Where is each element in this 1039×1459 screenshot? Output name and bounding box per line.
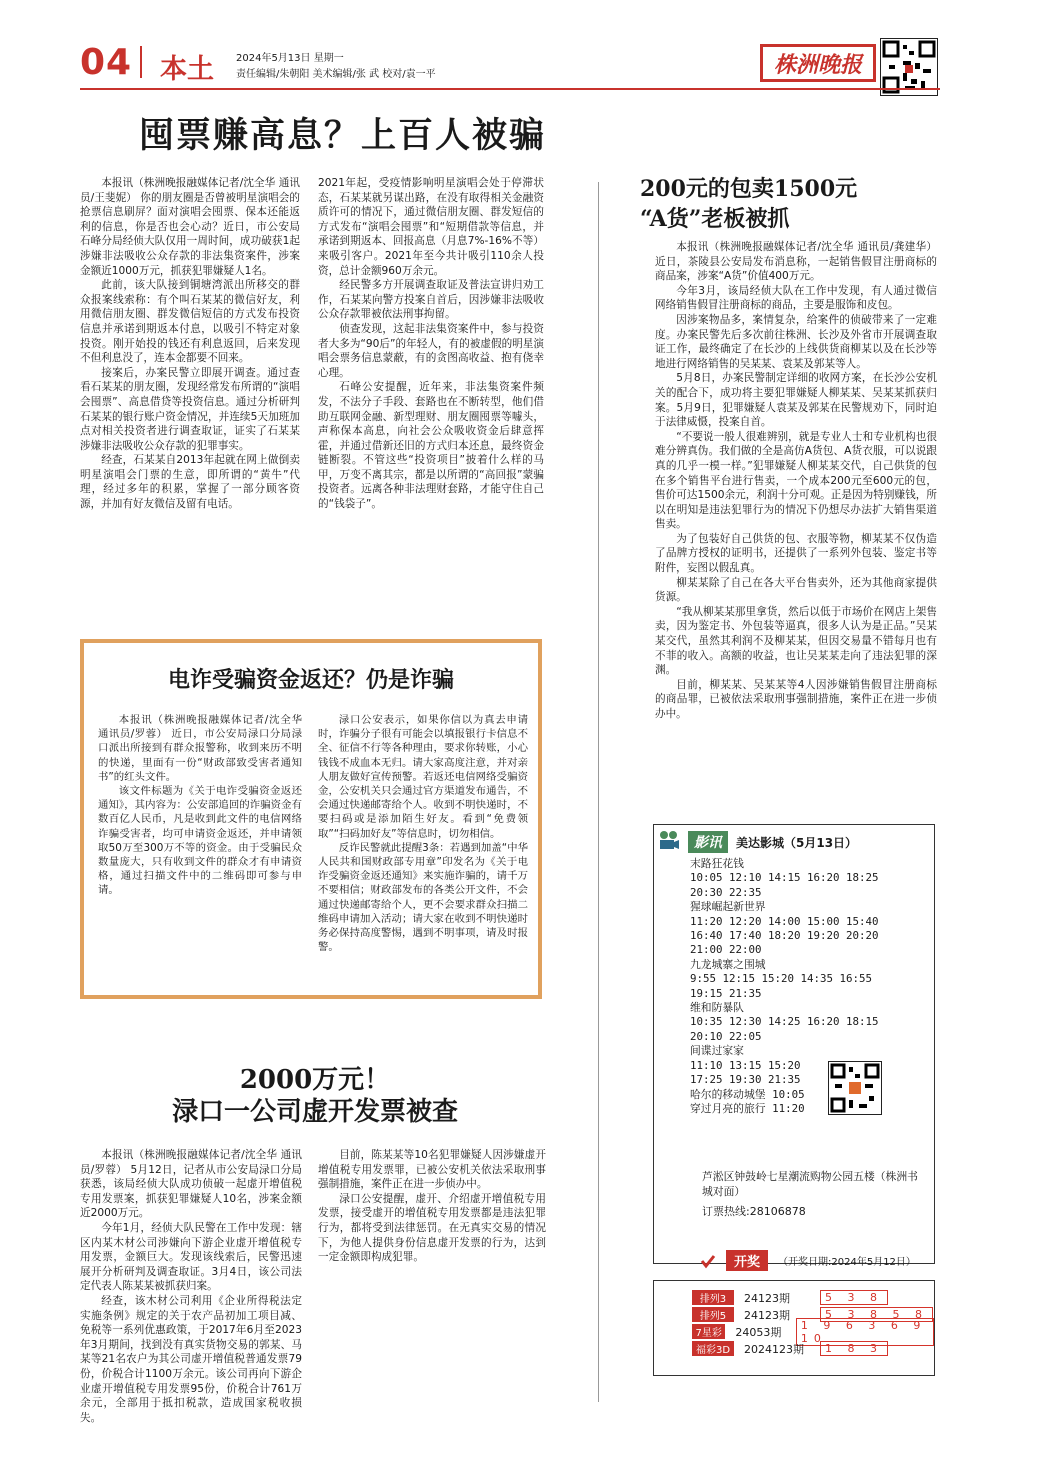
article4-headline <box>80 1064 550 1128</box>
article2-headline <box>640 174 940 234</box>
headline-line: 2000万元！ <box>239 1065 391 1095</box>
paragraph: 2021年起，受疫情影响明星演唱会处于停滞状态，石某某就另谋出路，在没有取得相关金融资质许可的情况下，通过微信朋友圈、群发短信的方式发布“演唱会囤票”和“短期借款等信息，并承诺到期返本、回报高息（月息7%-16%不等）来吸引客户。2021年至今共计吸引110余人投资，总计金额960万余元。 <box>318 177 544 277</box>
showtime-row: 11:10 13:15 15:20 <box>690 1058 801 1072</box>
paragraph: 今年1月，经侦大队民警在工作中发现：辖区内某木材公司涉嫌向下游企业虚开增值税专用发票，金额巨大。发现该线索后，民警迅速展开分析研判及调查取证。3月4日，该公司法定代表人陈某某被抓获归案。 <box>80 1221 302 1293</box>
paragraph: 本报讯（株洲晚报融媒体记者/沈全华 通讯员/龚建华） 近日，茶陵县公安局发布消息称，一起销售假冒注册商标的商品案，涉案“A货”价值400万元。 <box>655 241 937 283</box>
editor-credits: 责任编辑/朱朝阳 美术编辑/张 武 校对/袁一平 <box>236 69 436 80</box>
paragraph: 柳某某除了自己在各大平台售卖外，还为其他商家提供货源。 <box>655 576 937 604</box>
lottery-issue: 24053期 <box>735 1325 782 1339</box>
paragraph: 侦查发现，这起非法集资案件中，参与投资者大多为“90后”的年轻人，有的被虚假的明星演唱会票务信息蒙蔽，有的贪图高收益、抱有侥幸心理。 <box>318 322 544 379</box>
showtime-row: 10:35 12:30 14:25 16:20 18:15 <box>690 1015 879 1029</box>
showtime-row: 20:10 22:05 <box>690 1029 762 1043</box>
article1-col2 <box>318 176 544 588</box>
paragraph: 经民警多方开展调查取证及普法宣讲归劝工作，石某某向警方投案自首后，因涉嫌非法吸收公众存款罪被依法刑事拘留。 <box>318 279 544 321</box>
cinema-phone: 订票热线:28106878 <box>702 1205 806 1218</box>
paragraph: “我从柳某某那里拿货，然后以低于市场价在网店上架售卖，因为鉴定书、外包装等逼真，很多人认为是正品。”吴某某交代，虽然其利润不及柳某某，但因交易量不错每月也有不菲的收入。高额的收益，也让吴某某走向了违法犯罪的深渊。 <box>655 605 937 677</box>
cinema-title: 美达影城（5月13日） <box>736 835 858 850</box>
showtime-row: 9:55 12:15 15:20 14:35 16:55 <box>690 972 873 986</box>
paragraph: 接案后，办案民警立即展开调查。通过查看石某某的朋友圈，发现经常发布所谓的“演唱会囤票”、高息借贷等投资信息。通过分析研判石某某的银行账户资金情况，并连续5天加班加点对相关投资者进行调查取证，证实了石某某涉嫌非法吸收公众存款的犯罪事实。 <box>80 366 300 452</box>
movie-title: 末路狂花钱 <box>690 857 744 870</box>
article2-body <box>655 240 937 802</box>
paragraph: 反诈民警就此提醒3条：若遇到加盖“中华人民共和国财政部专用章”印发名为《关于电诈受骗资金返还通知》来实施诈骗的，请千万不要相信；财政部发布的各类公开文件，不会通过快递邮寄给个人，更不会要求群众扫描二维码申请加入活动；请大家在收到不明快递时务必保持高度警惕，遇到不明事项，请及时报警。 <box>318 841 528 954</box>
paragraph: “不要说一般人很难辨别，就是专业人士和专业机构也很难分辨真伪。我们做的全是高仿A货包、A货衣服，可以说跟真的几乎一模一样。”犯罪嫌疑人柳某某交代，自己供货的包在多个销售平台进行售卖，一个成本200元至600元的包，售价可达1500余元，利润十分可观。正是因为特别赚钱，所以在明知是违法犯罪行为的情况下仍想尽办法扩大销售渠道售卖。 <box>655 430 937 531</box>
lottery-date: （开奖日期:2024年5月12日） <box>778 1257 916 1268</box>
article4-col1 <box>80 1148 302 1424</box>
paragraph: 为了包装好自己供货的包、衣服等物，柳某某不仅伪造了品牌方授权的证明书，还提供了一系列外包装、鉴定书等附件，妄图以假乱真。 <box>655 532 937 575</box>
headline-line: 渌口一公司虚开发票被查 <box>171 1097 458 1127</box>
paragraph: 经查，石某某自2013年起就在网上做倒卖明星演唱会门票的生意，即所谓的“黄牛”代理，经过多年的积累，掌握了一部分顾客资源，并加有好友微信及留有电话。 <box>80 454 300 511</box>
main-headline: 囤票赚高息？上百人被骗 <box>138 116 546 156</box>
header-divider <box>140 46 142 78</box>
section-name: 本土 <box>160 54 214 85</box>
showtime-row: 16:40 17:40 18:20 19:20 20:20 <box>690 929 879 943</box>
showtimes <box>690 857 930 1116</box>
paragraph: 目前，柳某某、吴某某等4人因涉嫌销售假冒注册商标的商品罪，已被依法采取刑事强制措施，案件正在进一步侦办中。 <box>655 678 937 720</box>
movie-title: 猩球崛起新世界 <box>690 900 766 914</box>
lottery-issue: 24123期 <box>744 1308 790 1322</box>
paragraph: 该文件标题为《关于电诈受骗资金返还通知》，其内容为：公安部追回的诈骗资金有数百亿人民币，凡是收到此文件的电信网络诈骗受害者，均可申请资金返还，并申请领取50万至300万不等的资金。由于受骗民众数量庞大，只有收到文件的群众才有申请资格，通过扫描文件中的二维码即可参与申请。 <box>98 785 302 897</box>
lottery-name: 福彩3D <box>692 1341 734 1356</box>
showtime: 11:20 <box>772 1101 805 1115</box>
paragraph: 本报讯（株洲晚报融媒体记者/沈全华 通讯员/罗蓉） 近日，市公安局渌口分局渌口派出所接到有群众报警称，收到来历不明的快递，里面有一份“财政部致受害者通知书”的红头文件。 <box>98 714 302 783</box>
movie-title: 间谍过家家 <box>690 1044 744 1058</box>
movie-title: 哈尔的移动城堡 <box>690 1087 766 1101</box>
article3-headline: 电诈受骗资金返还？仍是诈骗 <box>167 667 454 693</box>
showtime-row: 21:00 22:00 <box>690 943 762 957</box>
showtime-row: 17:25 19:30 21:35 <box>690 1073 801 1087</box>
showtime-row: 19:15 21:35 <box>690 986 762 1000</box>
headline-line: “A货”老板被抓 <box>640 206 790 232</box>
checkmark-icon <box>700 1253 716 1269</box>
lottery-numbers: 1 9 6 3 6 9 10 <box>796 1318 934 1346</box>
article3-col1 <box>98 713 302 985</box>
paragraph: 经查，该木材公司利用《企业所得税法定实施条例》规定的关于农产品初加工项目减、免税等一系列优惠政策，于2017年6月至2023年3月期间，找到没有真实货物交易的郭某、马某等21名农户为其公司虚开增值税普通发票79份，价税合计1100万余元。该公司再向下游企业虚开增值税专用发票95份，价税合计761万余元，全部用于抵扣税款，造成国家税收损失。 <box>80 1294 302 1424</box>
column-divider <box>598 182 599 1402</box>
showtime-row: 10:05 12:10 14:15 16:20 18:25 <box>690 871 879 885</box>
lottery-issue: 2024123期 <box>744 1342 804 1356</box>
lottery-name: 7星彩 <box>692 1324 725 1339</box>
cinema-header <box>688 831 857 853</box>
paragraph: 本报讯（株洲晚报融媒体记者/沈全华 通讯员/王斐妮） 你的朋友圈是否曾被明星演唱会的抢票信息刷屏？面对演唱会囤票、保本还能返利的信息，你是否也会心动？近日，市公安局石峰分局经侦大队仅用一周时间，成功破获1起涉嫌非法吸收公众存款的非法集资案件，涉案金额近1000万元，抓获犯罪嫌疑人1名。 <box>80 177 300 277</box>
paragraph: 渌口公安提醒，虚开、介绍虚开增值税专用发票，接受虚开的增值税专用发票都是违法犯罪行为，都将受到法律惩罚。在无真实交易的情况下，为他人提供身份信息虚开发票的行为，达到一定金额即构成犯罪。 <box>318 1192 546 1264</box>
movie-row <box>690 1102 930 1116</box>
lottery-numbers: 1 8 3 <box>820 1341 888 1356</box>
lottery-issue: 24123期 <box>744 1291 790 1305</box>
lottery-numbers: 5 3 8 5 8 <box>820 1307 933 1322</box>
date-line: 2024年5月13日 星期一 <box>236 53 344 64</box>
lottery-row <box>692 1289 934 1306</box>
page-number: 04 <box>80 42 133 83</box>
showtime-row: 11:20 12:20 14:00 15:00 15:40 <box>690 914 879 928</box>
film-camera-icon <box>658 829 680 851</box>
cinema-qr-code-icon <box>828 1061 882 1115</box>
headline-line: 200元的包卖1500元 <box>640 176 858 202</box>
showtime-row: 20:30 22:35 <box>690 885 762 899</box>
article1-col1 <box>80 176 300 588</box>
lottery-name: 排列5 <box>692 1307 734 1322</box>
cinema-address: 芦淞区钟鼓岭七星潮流购物公园五楼（株洲书城对面） <box>702 1170 918 1198</box>
article3-col2 <box>318 713 528 985</box>
cinema-badge: 影讯 <box>688 831 728 853</box>
lottery-header <box>700 1250 916 1271</box>
paragraph: 目前，陈某某等10名犯罪嫌疑人因涉嫌虚开增值税专用发票罪，已被公安机关依法采取刑事强制措施，案件正在进一步侦办中。 <box>318 1149 546 1191</box>
lottery-numbers: 5 3 8 <box>820 1290 888 1305</box>
lottery-results <box>653 1280 935 1376</box>
lottery-row <box>692 1318 934 1345</box>
article3-box <box>80 639 542 999</box>
cinema-listing <box>653 824 935 1264</box>
paper-logo: 株洲晚报 <box>760 44 876 82</box>
paragraph: 石峰公安提醒，近年来，非法集资案件频发，不法分子手段、套路也在不断转型，他们借助互联网金融、新型理财、朋友圈囤票等噱头，声称保本高息，向社会公众吸收资金后肆意挥霍，并通过借新还旧的方式归本还息，最终资金链断裂。不管这些“投资项目”披着什么样的马甲，万变不离其宗，都是以所谓的“高回报”蒙骗投资者。远离各种非法理财套路，才能守住自己的“钱袋子”。 <box>318 381 544 511</box>
paragraph: 渌口公安表示，如果你信以为真去申请时，诈骗分子很有可能会以填报银行卡信息不全、征信不行等各种理由，要求你转账，小心钱钱不成血本无归。请大家高度注意，并对亲人朋友做好宣传预警。若返还电信网络受骗资金，公安机关只会通过官方渠道发布通告，不会通过快递邮寄给个人。收到不明快递时，不要扫码或是添加陌生好友。看到“免费领取”“扫码加好友”等信息时，切勿相信。 <box>318 714 528 840</box>
showtime: 10:05 <box>772 1087 805 1101</box>
lottery-name: 排列3 <box>692 1290 734 1305</box>
movie-title: 九龙城寨之围城 <box>690 957 766 971</box>
movie-title: 穿过月亮的旅行 <box>690 1101 766 1115</box>
movie-row <box>690 1088 930 1102</box>
movie-title: 维和防暴队 <box>690 1001 744 1015</box>
paragraph: 本报讯（株洲晚报融媒体记者/沈全华 通讯员/罗蓉） 5月12日，记者从市公安局渌口分局获悉，该局经侦大队成功侦破一起虚开增值税专用发票案，抓获犯罪嫌疑人10名，涉案金额近2000万元。 <box>80 1149 302 1220</box>
paragraph: 因涉案物品多，案情复杂，给案件的侦破带来了一定难度。办案民警先后多次前往株洲、长沙及外省市开展调查取证工作，最终确定了在长沙的上线供货商柳某以及在长沙等地进行网络销售的吴某某、袁某及郭某等人。 <box>655 313 937 370</box>
article4-col2 <box>318 1148 546 1396</box>
paragraph: 此前，该大队接到铜塘湾派出所移交的群众报案线索称：有个叫石某某的微信好友，利用微信朋友圈、群发微信短信的方式发布投资信息并承诺到期返本付息，以吸引不特定对象投资。刚开始投的钱还有利息返回，后来发现不但利息没了，连本金都要不回来。 <box>80 279 300 365</box>
paragraph: 今年3月，该局经侦大队在工作中发现，有人通过微信网络销售假冒注册商标的商品，主要是服饰和皮包。 <box>655 284 937 312</box>
lottery-badge: 开奖 <box>726 1250 768 1271</box>
header-rule <box>80 88 940 90</box>
paragraph: 5月8日，办案民警制定详细的收网方案，在长沙公安机关的配合下，成功将主要犯罪嫌疑人柳某某、吴某某抓获归案。5月9日，犯罪嫌疑人袁某及郭某在民警规劝下，同时迫于法律威慑，投案自首。 <box>655 372 937 429</box>
